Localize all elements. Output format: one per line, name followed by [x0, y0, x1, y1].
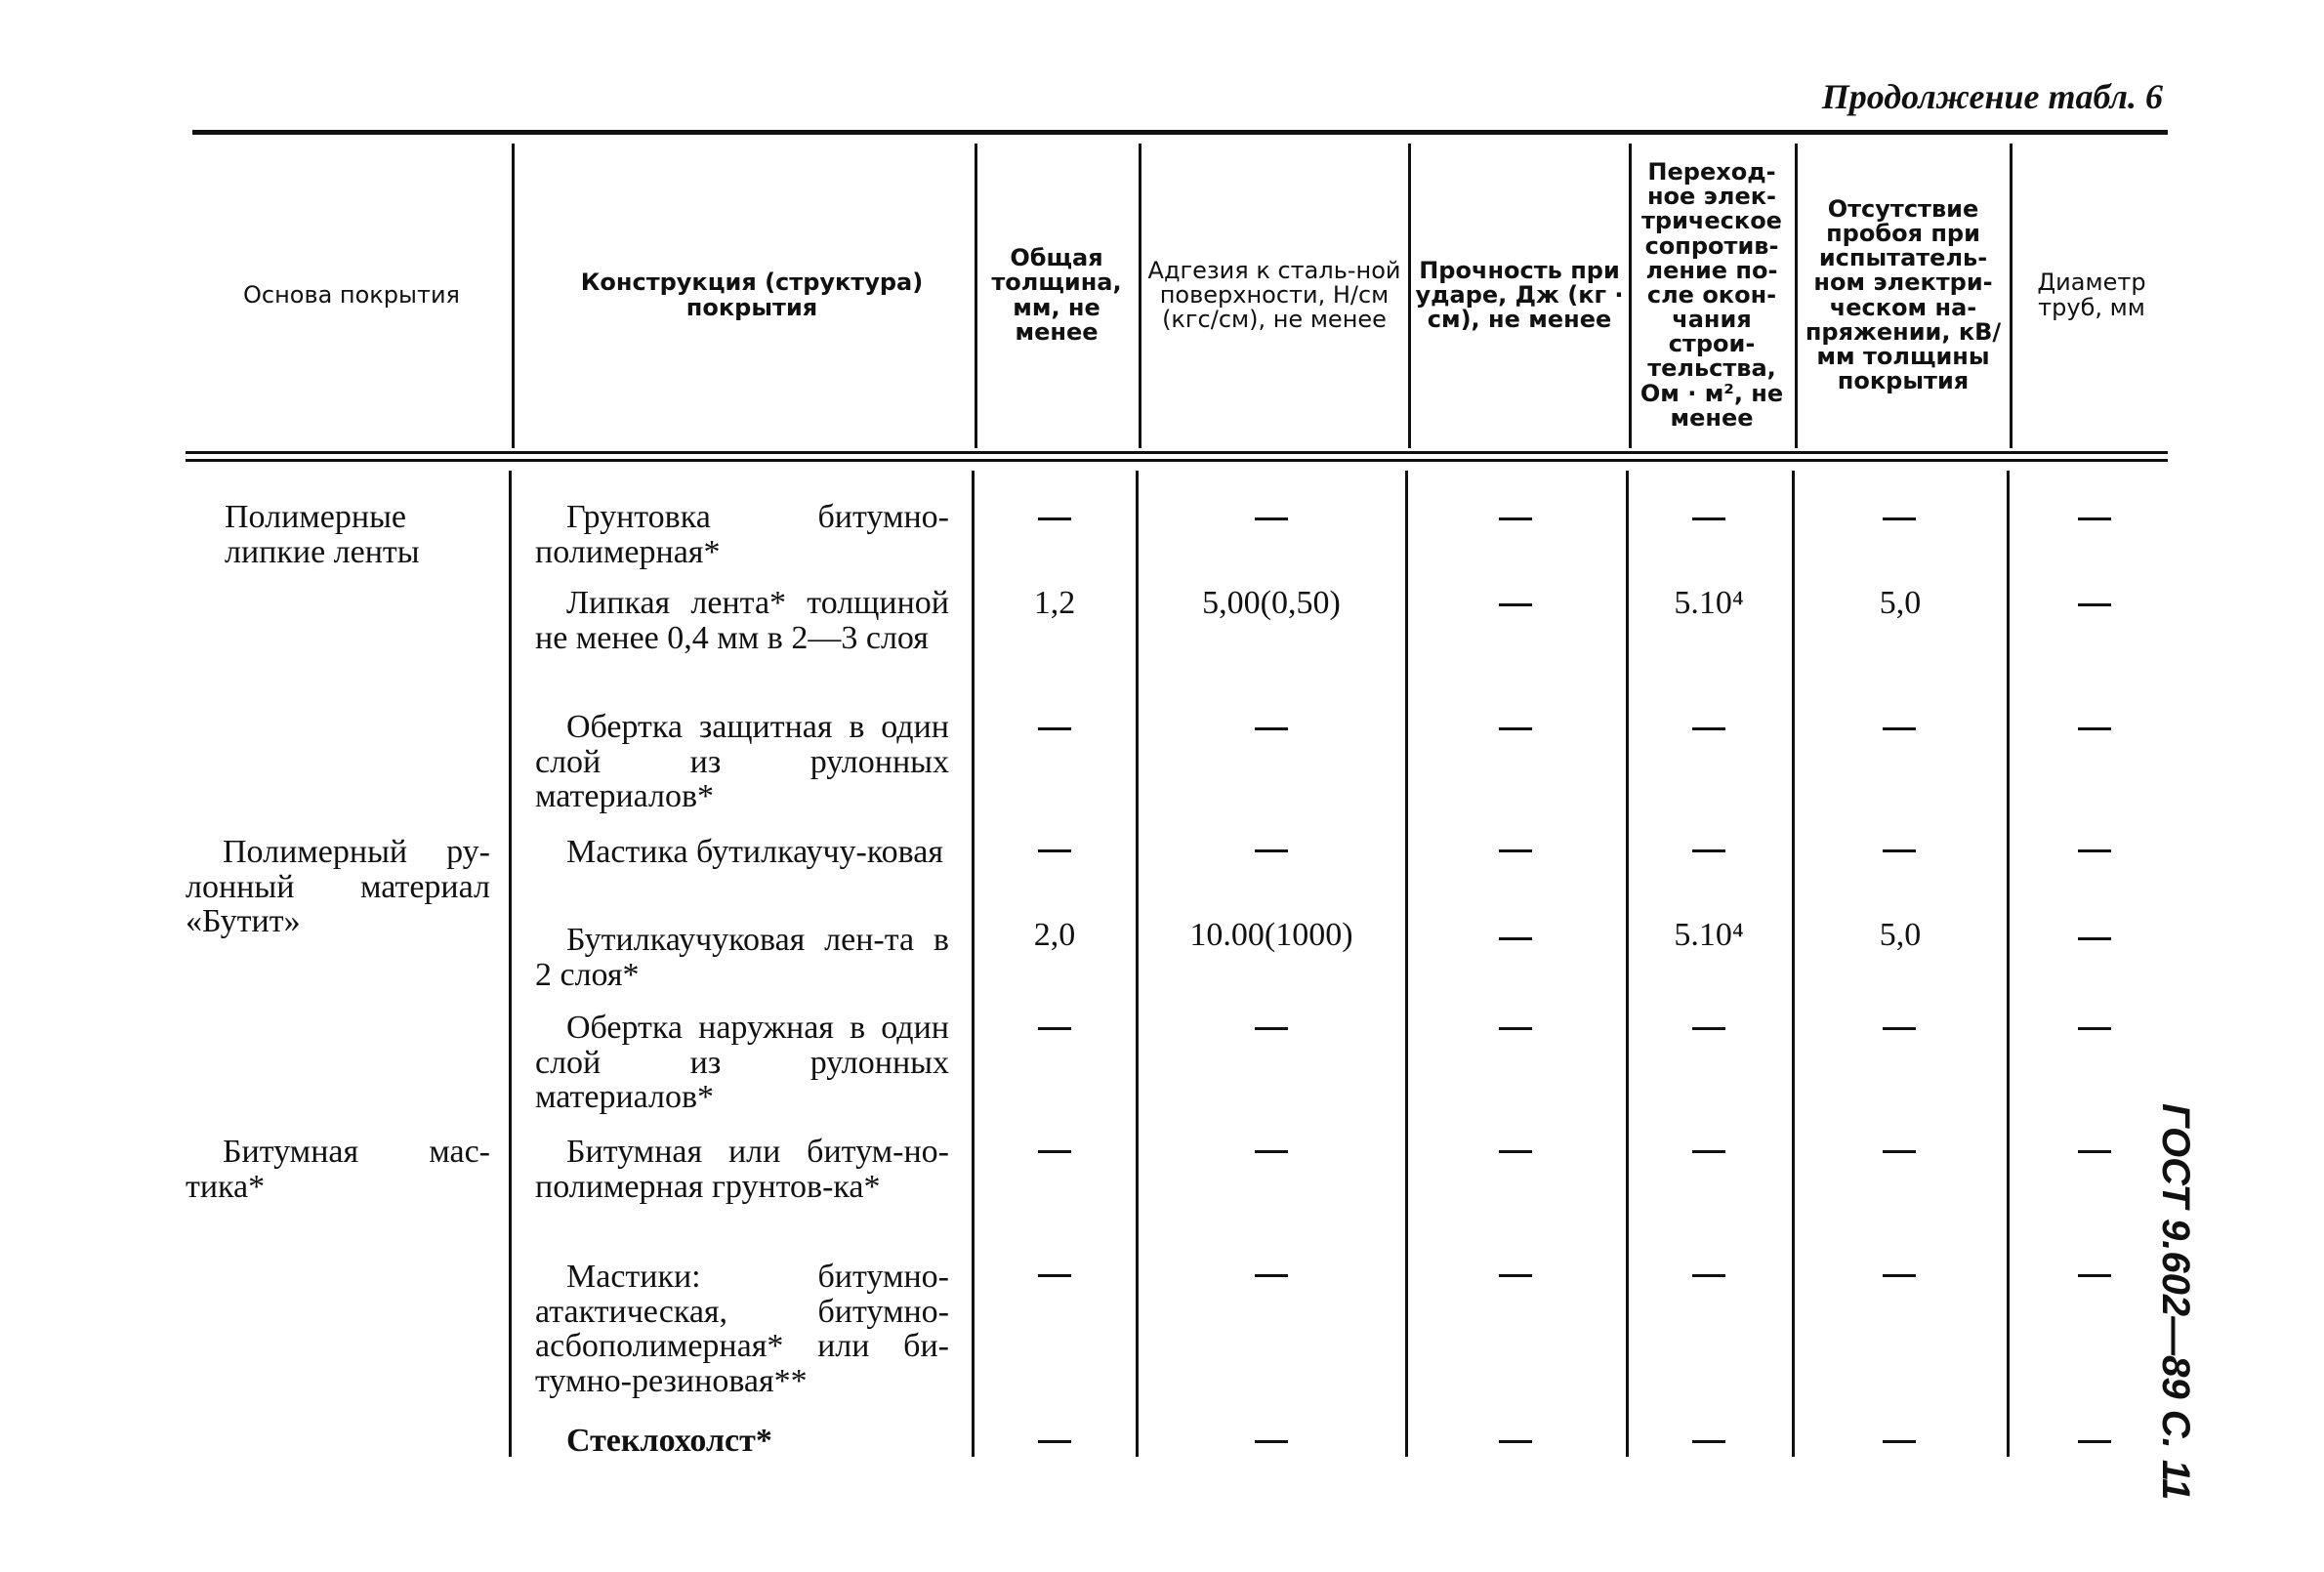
dash-adhesion	[1255, 1150, 1288, 1153]
dash-diameter	[2078, 603, 2111, 606]
thickness-value: 2,0	[1033, 917, 1076, 953]
dash-resistance	[1692, 1440, 1725, 1443]
dash-resistance	[1692, 849, 1725, 852]
header-transition-resistance: Переход-ное элек-трическое сопротив-ление по-сле окон-чания строи-тельства, Ом · м², не менее	[1639, 157, 1784, 432]
construction-cell: Мастика бутилкаучу-ковая	[566, 834, 944, 870]
dash-diameter	[2078, 1150, 2111, 1153]
dash-adhesion	[1255, 1440, 1288, 1443]
group-name-bitumen-mastic: Битумная мас-тика*	[186, 1134, 490, 1205]
dash-impact	[1499, 1440, 1532, 1443]
header-col-divider	[1629, 144, 1632, 448]
dash-breakdown	[1883, 1027, 1916, 1030]
construction-cell: Грунтовка битумно-полимерная*	[535, 499, 949, 570]
dash-impact	[1499, 727, 1532, 730]
construction-cell: Мастики: битумно-атактическая, битумно-асбополимерная* или би-тумно-резиновая**	[535, 1259, 949, 1400]
adhesion-value: 10.00(1000)	[1189, 917, 1353, 953]
dash-diameter	[2078, 937, 2111, 940]
dash-resistance	[1692, 727, 1725, 730]
body-col-divider	[509, 471, 512, 1457]
dash-resistance	[1692, 517, 1725, 520]
body-col-divider	[1405, 471, 1408, 1457]
header-double-rule-1	[186, 451, 2168, 454]
header-col-divider	[975, 144, 977, 448]
header-coating-base: Основа покрытия	[242, 280, 460, 309]
dash-breakdown	[1883, 727, 1916, 730]
dash-adhesion	[1255, 517, 1288, 520]
dash-impact	[1499, 1027, 1532, 1030]
dash-thickness	[1038, 1150, 1071, 1153]
dash-adhesion	[1255, 1274, 1288, 1277]
dash-impact	[1499, 849, 1532, 852]
dash-resistance	[1692, 1150, 1725, 1153]
table-caption: Продолжение табл. 6	[1821, 77, 2163, 116]
header-col-divider	[1139, 144, 1141, 448]
dash-diameter	[2078, 1440, 2111, 1443]
body-col-divider	[2007, 471, 2010, 1457]
construction-cell: Стеклохолст*	[566, 1423, 772, 1459]
dash-thickness	[1038, 727, 1071, 730]
table-top-rule	[192, 130, 2168, 135]
thickness-value: 1,2	[1033, 585, 1076, 621]
resistance-value: 5.10⁴	[1674, 585, 1744, 621]
dash-diameter	[2078, 1274, 2111, 1277]
header-impact-strength: Прочность при ударе, Дж (кг · см), не менее	[1415, 256, 1624, 334]
dash-impact	[1499, 517, 1532, 520]
dash-thickness	[1038, 1440, 1071, 1443]
dash-adhesion	[1255, 727, 1288, 730]
header-double-rule-2	[186, 459, 2168, 462]
dash-thickness	[1038, 1027, 1071, 1030]
group-name-butit: Полимерный ру-лонный материал «Бутит»	[186, 834, 490, 940]
dash-diameter	[2078, 849, 2111, 852]
dash-breakdown	[1883, 849, 1916, 852]
adhesion-value: 5,00(0,50)	[1202, 585, 1341, 621]
dash-thickness	[1038, 849, 1071, 852]
dash-breakdown	[1883, 1440, 1916, 1443]
breakdown-value: 5,0	[1879, 917, 1922, 953]
dash-adhesion	[1255, 1027, 1288, 1030]
group-name-polymer-tapes: Полимерные липкие ленты	[225, 499, 420, 570]
body-col-divider	[1792, 471, 1795, 1457]
header-thickness: Общая толщина, мм, не менее	[991, 244, 1122, 346]
body-col-divider	[972, 471, 975, 1457]
dash-resistance	[1692, 1274, 1725, 1277]
dash-impact	[1499, 1150, 1532, 1153]
construction-cell: Обертка наружная в один слой из рулонных материалов*	[535, 1010, 949, 1116]
dash-adhesion	[1255, 849, 1288, 852]
body-col-divider	[1626, 471, 1629, 1457]
dash-thickness	[1038, 1274, 1071, 1277]
header-construction: Конструкция (структура) покрытия	[580, 269, 924, 321]
header-adhesion: Адгезия к сталь-ной поверхности, Н/см (кгс/см), не менее	[1147, 256, 1401, 334]
header-pipe-diameter: Диаметр труб, мм	[2037, 269, 2146, 321]
resistance-value: 5.10⁴	[1674, 917, 1744, 953]
dash-impact	[1499, 603, 1532, 606]
dash-impact	[1499, 937, 1532, 940]
dash-breakdown	[1883, 517, 1916, 520]
header-col-divider	[1795, 144, 1798, 448]
header-breakdown-test: Отсутствие пробоя при испытатель-ном электри-ческом на-пряжении, кВ/мм толщины покрытия	[1805, 194, 2002, 395]
dash-breakdown	[1883, 1274, 1916, 1277]
dash-resistance	[1692, 1027, 1725, 1030]
breakdown-value: 5,0	[1879, 585, 1922, 621]
dash-diameter	[2078, 727, 2111, 730]
header-col-divider	[512, 144, 515, 448]
header-col-divider	[2010, 144, 2013, 448]
construction-cell: Бутилкаучуковая лен-та в 2 слоя*	[535, 922, 949, 993]
dash-impact	[1499, 1274, 1532, 1277]
dash-breakdown	[1883, 1150, 1916, 1153]
construction-cell: Обертка защитная в один слой из рулонных материалов*	[535, 709, 949, 815]
dash-thickness	[1038, 517, 1071, 520]
body-col-divider	[1136, 471, 1139, 1457]
dash-diameter	[2078, 517, 2111, 520]
standard-page-number: ГОСТ 9.602—89 С. 11	[2154, 1103, 2197, 1501]
dash-diameter	[2078, 1027, 2111, 1030]
construction-cell: Липкая лента* толщиной не менее 0,4 мм в 2—3 слоя	[535, 585, 949, 656]
construction-cell: Битумная или битум-но-полимерная грунтов-ка*	[535, 1134, 949, 1205]
header-col-divider	[1408, 144, 1411, 448]
